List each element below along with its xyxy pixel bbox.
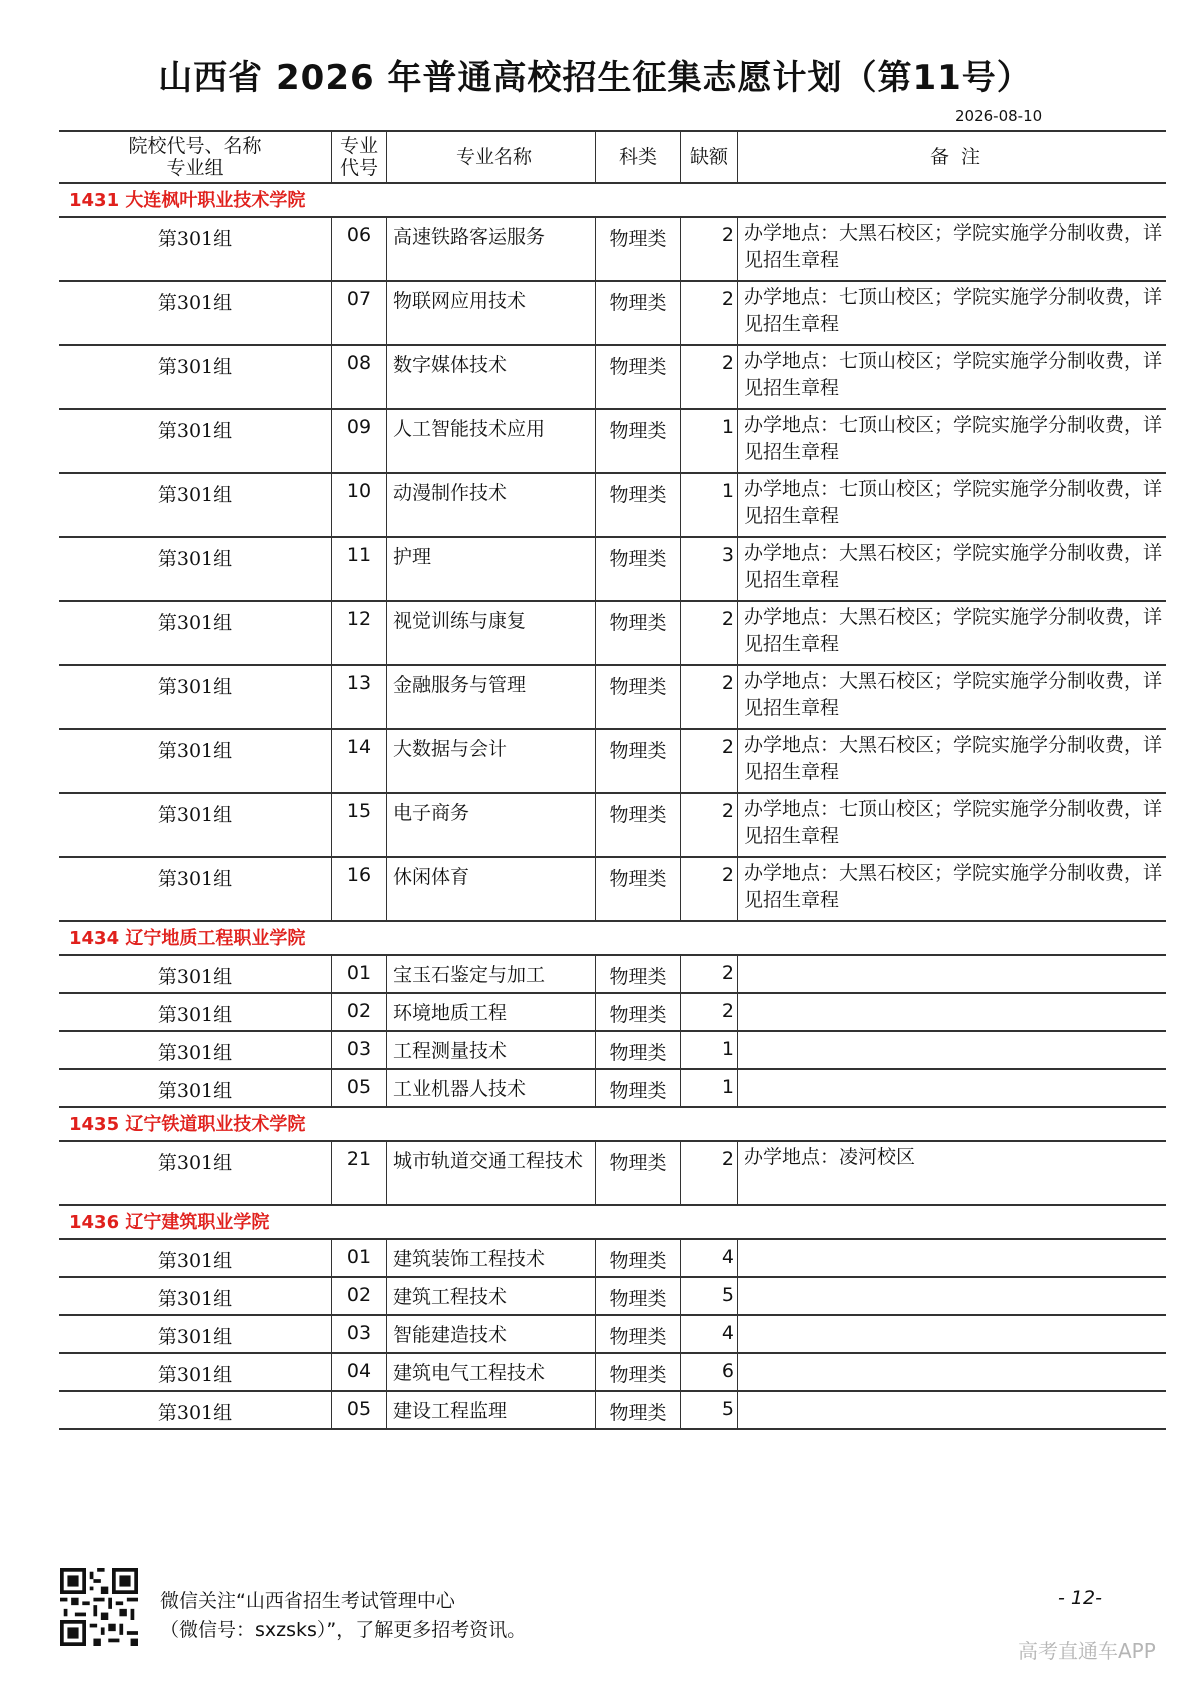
- cell-category: 物理类: [595, 794, 680, 856]
- cell-notes: [737, 1240, 1166, 1276]
- cell-group: 第301组: [157, 740, 233, 762]
- cell-vacancy: 2: [680, 730, 737, 792]
- cell-code: 12: [331, 602, 386, 664]
- cell-group: 第301组: [157, 1326, 233, 1348]
- cell-group: 第301组: [157, 868, 233, 890]
- cell-vacancy: 2: [680, 1142, 737, 1204]
- header-category: 科类: [595, 132, 680, 182]
- cell-code: 03: [331, 1032, 386, 1068]
- table-row: [59, 218, 1166, 282]
- cell-major: 大数据与会计: [386, 730, 595, 792]
- cell-category: 物理类: [595, 538, 680, 600]
- cell-category: 物理类: [595, 602, 680, 664]
- cell-group: 第301组: [157, 292, 233, 314]
- cell-major: 工业机器人技术: [386, 1070, 595, 1106]
- cell-group: 第301组: [157, 804, 233, 826]
- page-title: 山西省 2026 年普通高校招生征集志愿计划（第11号）: [158, 58, 1032, 98]
- cell-vacancy: 4: [680, 1240, 737, 1276]
- cell-group: 第301组: [157, 548, 233, 570]
- cell-category: 物理类: [595, 956, 680, 992]
- table-row: [59, 994, 1166, 1032]
- school-header: 1435 辽宁铁道职业技术学院: [59, 1108, 1166, 1142]
- table-row: [59, 1392, 1166, 1430]
- cell-code: 10: [331, 474, 386, 536]
- cell-notes: 办学地点：大黑石校区；学院实施学分制收费，详见招生章程: [737, 730, 1166, 792]
- cell-category: 物理类: [595, 1392, 680, 1428]
- cell-major: 智能建造技术: [386, 1316, 595, 1352]
- cell-major: 物联网应用技术: [386, 282, 595, 344]
- cell-notes: 办学地点：七顶山校区；学院实施学分制收费，详见招生章程: [737, 794, 1166, 856]
- cell-vacancy: 2: [680, 994, 737, 1030]
- cell-code: 01: [331, 1240, 386, 1276]
- cell-code: 01: [331, 956, 386, 992]
- cell-category: 物理类: [595, 282, 680, 344]
- cell-category: 物理类: [595, 1142, 680, 1204]
- cell-vacancy: 1: [680, 1070, 737, 1106]
- cell-notes: 办学地点：七顶山校区；学院实施学分制收费，详见招生章程: [737, 474, 1166, 536]
- cell-category: 物理类: [595, 410, 680, 472]
- follow-line-1: 微信关注“山西省招生考试管理中心: [160, 1590, 455, 1612]
- table-row: [59, 1316, 1166, 1354]
- cell-notes: [737, 1070, 1166, 1106]
- cell-category: 物理类: [595, 858, 680, 920]
- cell-group: 第301组: [157, 1288, 233, 1310]
- school-header: 1434 辽宁地质工程职业学院: [59, 922, 1166, 956]
- cell-code: 08: [331, 346, 386, 408]
- cell-code: 03: [331, 1316, 386, 1352]
- cell-group: 第301组: [157, 612, 233, 634]
- page-number: - 12-: [1058, 1587, 1102, 1609]
- cell-vacancy: 2: [680, 346, 737, 408]
- cell-major: 环境地质工程: [386, 994, 595, 1030]
- table-body: [59, 184, 1166, 1430]
- cell-notes: [737, 1032, 1166, 1068]
- table-row: [59, 602, 1166, 666]
- cell-code: 11: [331, 538, 386, 600]
- table-row: [59, 666, 1166, 730]
- cell-major: 建设工程监理: [386, 1392, 595, 1428]
- cell-category: 物理类: [595, 1316, 680, 1352]
- header-notes: 备 注: [737, 132, 1166, 182]
- cell-category: 物理类: [595, 730, 680, 792]
- cell-major: 护理: [386, 538, 595, 600]
- cell-vacancy: 2: [680, 794, 737, 856]
- table-row: [59, 282, 1166, 346]
- plan-table: [59, 130, 1166, 1430]
- cell-category: 物理类: [595, 1354, 680, 1390]
- cell-code: 04: [331, 1354, 386, 1390]
- cell-vacancy: 5: [680, 1278, 737, 1314]
- cell-major: 金融服务与管理: [386, 666, 595, 728]
- cell-vacancy: 6: [680, 1354, 737, 1390]
- cell-notes: [737, 1278, 1166, 1314]
- cell-major: 人工智能技术应用: [386, 410, 595, 472]
- cell-code: 02: [331, 994, 386, 1030]
- cell-vacancy: 1: [680, 1032, 737, 1068]
- table-row: [59, 1070, 1166, 1108]
- cell-code: 06: [331, 218, 386, 280]
- cell-vacancy: 4: [680, 1316, 737, 1352]
- table-row: [59, 730, 1166, 794]
- cell-category: 物理类: [595, 666, 680, 728]
- table-row: [59, 474, 1166, 538]
- cell-vacancy: 2: [680, 666, 737, 728]
- cell-notes: 办学地点：七顶山校区；学院实施学分制收费，详见招生章程: [737, 282, 1166, 344]
- cell-group: 第301组: [157, 1364, 233, 1386]
- cell-vacancy: 1: [680, 474, 737, 536]
- cell-major: 宝玉石鉴定与加工: [386, 956, 595, 992]
- table-row: [59, 538, 1166, 602]
- cell-notes: [737, 1354, 1166, 1390]
- table-row: [59, 1142, 1166, 1206]
- table-header: [59, 130, 1166, 184]
- cell-notes: 办学地点：七顶山校区；学院实施学分制收费，详见招生章程: [737, 346, 1166, 408]
- cell-category: 物理类: [595, 1070, 680, 1106]
- cell-category: 物理类: [595, 1278, 680, 1314]
- cell-code: 21: [331, 1142, 386, 1204]
- table-row: [59, 794, 1166, 858]
- cell-group: 第301组: [157, 420, 233, 442]
- cell-notes: 办学地点：凌河校区: [737, 1142, 1166, 1204]
- cell-group: 第301组: [157, 1402, 233, 1424]
- cell-code: 09: [331, 410, 386, 472]
- table-row: [59, 956, 1166, 994]
- header-major: 专业名称: [386, 132, 595, 182]
- school-header: 1431 大连枫叶职业技术学院: [59, 184, 1166, 218]
- table-row: [59, 1278, 1166, 1316]
- qr-code-icon: [60, 1568, 138, 1646]
- cell-group: 第301组: [157, 676, 233, 698]
- cell-group: 第301组: [157, 1004, 233, 1026]
- cell-major: 建筑工程技术: [386, 1278, 595, 1314]
- cell-category: 物理类: [595, 474, 680, 536]
- cell-code: 02: [331, 1278, 386, 1314]
- cell-group: 第301组: [157, 1152, 233, 1174]
- header-school: 院校代号、名称 专业组: [128, 135, 262, 179]
- cell-vacancy: 2: [680, 956, 737, 992]
- cell-notes: [737, 1316, 1166, 1352]
- cell-major: 电子商务: [386, 794, 595, 856]
- cell-notes: [737, 1392, 1166, 1428]
- cell-vacancy: 2: [680, 218, 737, 280]
- cell-code: 13: [331, 666, 386, 728]
- school-header: 1436 辽宁建筑职业学院: [59, 1206, 1166, 1240]
- cell-notes: 办学地点：大黑石校区；学院实施学分制收费，详见招生章程: [737, 858, 1166, 920]
- table-row: [59, 1240, 1166, 1278]
- cell-major: 建筑电气工程技术: [386, 1354, 595, 1390]
- publish-date: 2026-08-10: [955, 107, 1043, 125]
- table-row: [59, 1354, 1166, 1392]
- cell-code: 05: [331, 1070, 386, 1106]
- cell-group: 第301组: [157, 1080, 233, 1102]
- cell-group: 第301组: [157, 228, 233, 250]
- cell-major: 视觉训练与康复: [386, 602, 595, 664]
- cell-major: 建筑装饰工程技术: [386, 1240, 595, 1276]
- cell-notes: [737, 994, 1166, 1030]
- cell-group: 第301组: [157, 1042, 233, 1064]
- cell-code: 05: [331, 1392, 386, 1428]
- cell-major: 城市轨道交通工程技术: [386, 1142, 595, 1204]
- cell-category: 物理类: [595, 218, 680, 280]
- cell-vacancy: 2: [680, 602, 737, 664]
- cell-category: 物理类: [595, 1032, 680, 1068]
- wechat-follow-note: [160, 1587, 526, 1645]
- cell-group: 第301组: [157, 484, 233, 506]
- cell-category: 物理类: [595, 346, 680, 408]
- follow-line-2: （微信号：sxzsks）”，了解更多招考资讯。: [160, 1619, 527, 1641]
- table-row: [59, 858, 1166, 922]
- cell-notes: 办学地点：大黑石校区；学院实施学分制收费，详见招生章程: [737, 602, 1166, 664]
- watermark: 高考直通车APP: [1018, 1639, 1156, 1663]
- header-code: 专业 代号: [331, 132, 386, 182]
- table-row: [59, 1032, 1166, 1070]
- cell-major: 工程测量技术: [386, 1032, 595, 1068]
- cell-vacancy: 2: [680, 282, 737, 344]
- cell-notes: 办学地点：大黑石校区；学院实施学分制收费，详见招生章程: [737, 538, 1166, 600]
- cell-code: 15: [331, 794, 386, 856]
- cell-notes: [737, 956, 1166, 992]
- cell-notes: 办学地点：七顶山校区；学院实施学分制收费，详见招生章程: [737, 410, 1166, 472]
- header-vacancy: 缺额: [680, 132, 737, 182]
- cell-group: 第301组: [157, 1250, 233, 1272]
- cell-code: 07: [331, 282, 386, 344]
- cell-group: 第301组: [157, 356, 233, 378]
- cell-vacancy: 3: [680, 538, 737, 600]
- table-row: [59, 346, 1166, 410]
- cell-vacancy: 5: [680, 1392, 737, 1428]
- cell-category: 物理类: [595, 1240, 680, 1276]
- cell-vacancy: 2: [680, 858, 737, 920]
- cell-group: 第301组: [157, 966, 233, 988]
- table-row: [59, 410, 1166, 474]
- cell-notes: 办学地点：大黑石校区；学院实施学分制收费，详见招生章程: [737, 218, 1166, 280]
- cell-major: 高速铁路客运服务: [386, 218, 595, 280]
- cell-major: 数字媒体技术: [386, 346, 595, 408]
- cell-major: 动漫制作技术: [386, 474, 595, 536]
- cell-category: 物理类: [595, 994, 680, 1030]
- cell-major: 休闲体育: [386, 858, 595, 920]
- cell-notes: 办学地点：大黑石校区；学院实施学分制收费，详见招生章程: [737, 666, 1166, 728]
- cell-code: 16: [331, 858, 386, 920]
- cell-code: 14: [331, 730, 386, 792]
- cell-vacancy: 1: [680, 410, 737, 472]
